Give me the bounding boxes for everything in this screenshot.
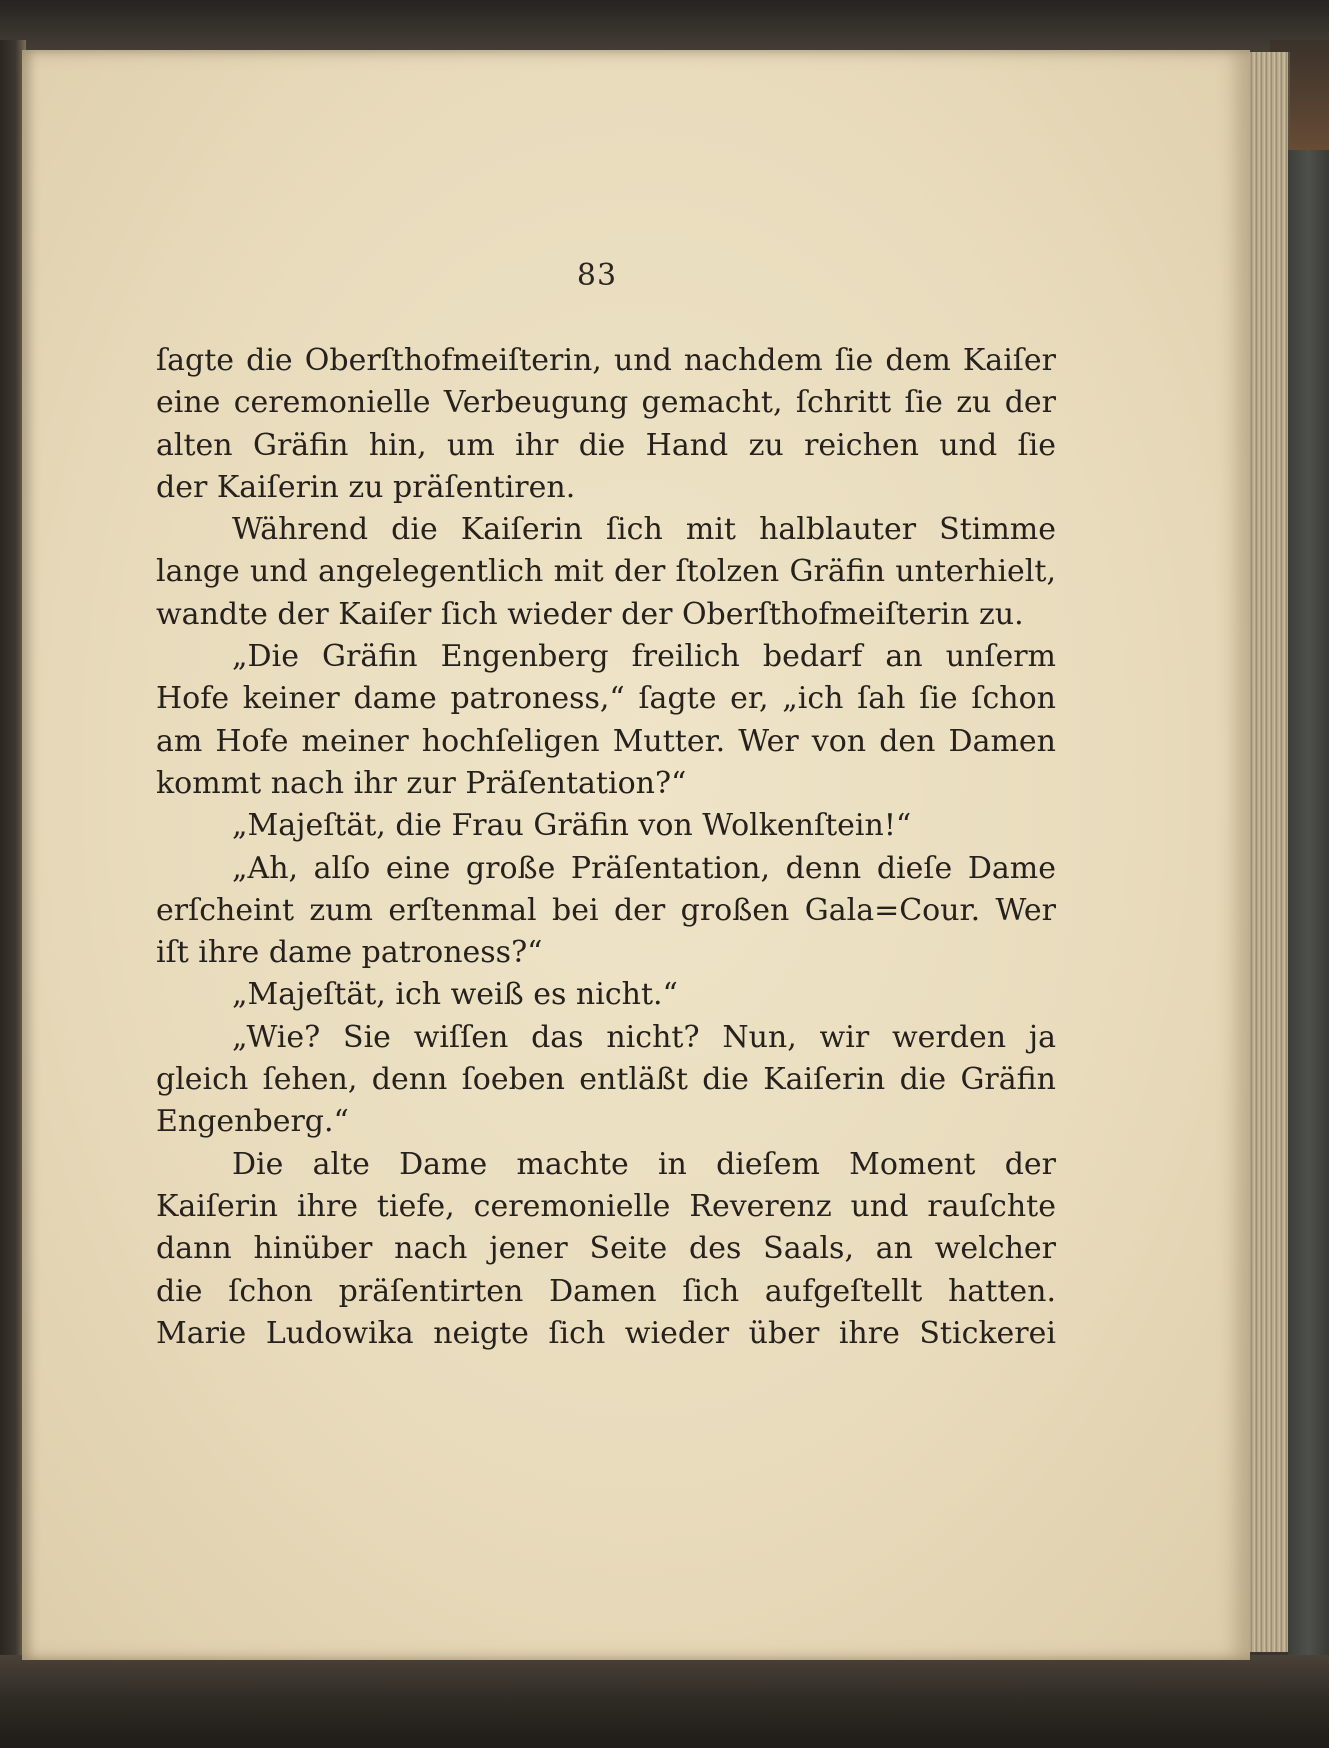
text-line: „Majeſtät, die Frau Gräfin von Wolkenſtein!“ (232, 808, 912, 844)
text-line: „Ah, alſo eine große Präſentation, denn dieſe Dame (232, 850, 1056, 886)
text-line: Kaiſerin ihre tiefe, ceremonielle Reverenz und rauſchte (156, 1188, 1056, 1224)
text-line: ſagte die Oberſthofmeiſterin, und nachdem ſie dem Kaiſer (156, 343, 1056, 378)
book-cover-right-board (1288, 150, 1329, 1670)
text-line: Hofe keiner dame patroness,“ ſagte er, „ich ſah ſie ſchon (156, 681, 1056, 717)
text-line: Während die Kaiſerin ſich mit halblauter Stimme (232, 512, 1056, 548)
text-line: gleich ſehen, denn ſoeben entläßt die Kaiſerin die Gräfin (156, 1062, 1056, 1098)
text-line: Die alte Dame machte in dieſem Moment der (232, 1146, 1056, 1182)
text-line: dann hinüber nach jener Seite des Saals, an welcher (156, 1231, 1056, 1267)
text-line: wandte der Kaiſer ſich wieder der Oberſthofmeiſterin zu. (156, 596, 1024, 632)
text-line: lange und angelegentlich mit der ſtolzen Gräfin unterhielt, (156, 554, 1056, 590)
text-line: Engenberg.“ (156, 1104, 349, 1140)
book-page (22, 50, 1250, 1660)
text-line: iſt ihre dame patroness?“ (156, 935, 543, 971)
text-line: alten Gräfin hin, um ihr die Hand zu reichen und ſie (156, 427, 1056, 463)
book-cover-bottom-edge (0, 1655, 1329, 1748)
text-line: „Majeſtät, ich weiß es nicht.“ (232, 977, 678, 1013)
text-line: kommt nach ihr zur Präſentation?“ (156, 765, 687, 801)
text-line: „Die Gräfin Engenberg freilich bedarf an unſerm (232, 639, 1056, 675)
text-line: „Wie? Sie wiſſen das nicht? Nun, wir werden ja (232, 1019, 1056, 1055)
page-number: 83 (576, 258, 618, 293)
text-line: am Hofe meiner hochſeligen Mutter. Wer von den Damen (156, 723, 1056, 759)
text-line: eine ceremonielle Verbeugung gemacht, ſchritt ſie zu der (156, 385, 1056, 421)
text-line: die ſchon präſentirten Damen ſich aufgeſtellt hatten. (156, 1273, 1056, 1309)
text-line: erſcheint zum erſtenmal bei der großen Gala=Cour. Wer (156, 892, 1056, 928)
text-line: der Kaiſerin zu präſentiren. (156, 469, 576, 505)
body-text (156, 340, 1056, 1355)
text-line: Marie Ludowika neigte ſich wieder über ihre Stickerei (156, 1315, 1056, 1351)
